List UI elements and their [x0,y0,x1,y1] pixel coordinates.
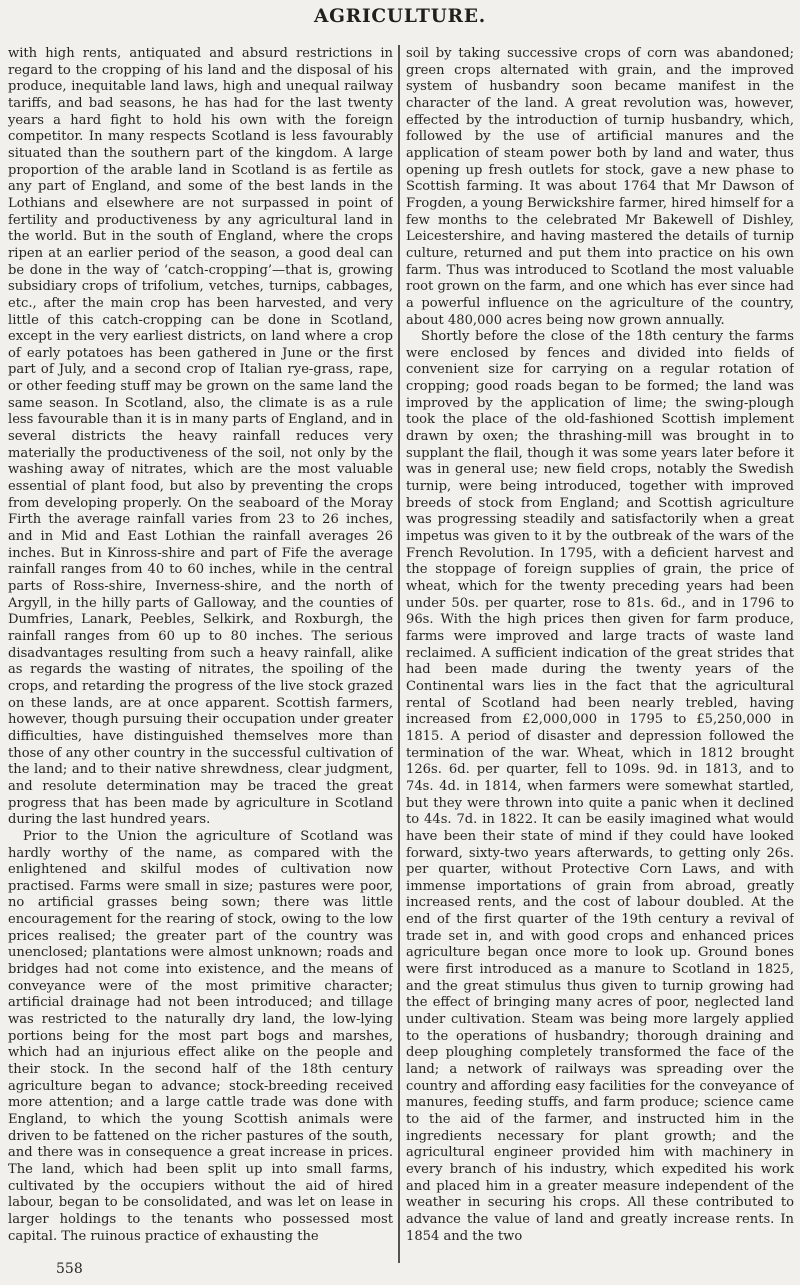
paragraph: Prior to the Union the agriculture of Scotland was hardly worthy of the name, as compared with the enlightened and skilful modes of cultivation now practised. Farms were small in size; pastures were poor, no artificial grasses being sown; there was little encouragement for the rearing of stock, owing to the low prices realised; the greater part of the country was unenclosed; plantations were almost unknown; roads and bridges had not come into existence, and the means of conveyance were of the most primitive character; artificial drainage had not been introduced; and tillage was restricted to the naturally dry land, the low-lying portions being for the most part bogs and marshes, which had an injurious effect alike on the people and their stock. In the second half of the 18th century agriculture began to advance; stock-breeding received more attention; and a large cattle trade was done with England, to which the young Scottish animals were driven to be fattened on the richer pastures of the south, and there was in consequence a great increase in prices. The land, which had been split up into small farms, cultivated by the occupiers without the aid of hired labour, began to be consolidated, and was let on lease in larger holdings to the tenants who possessed most capital. The ruinous practice of exhausting the [8,828,393,1244]
page-number: 558 [56,1261,83,1277]
page-title: AGRICULTURE. [314,6,486,27]
paragraph: Shortly before the close of the 18th century the farms were enclosed by fences and divided into fields of convenient size for carrying on a regular rotation of cropping; good roads began to be formed; the land was improved by the application of lime; the swing-plough took the place of the old-fashioned Scottish implement drawn by oxen; the thrashing-mill was brought in to supplant the flail, though it was some years later before it was in general use; new field crops, notably the Swedish turnip, were being introduced, together with improved breeds of stock from England; and Scottish agriculture was progressing steadily and satisfactorily when a great impetus was given to it by the outbreak of the wars of the French Revolution. In 1795, with a deficient harvest and the stoppage of foreign supplies of grain, the price of wheat, which for the twenty preceding years had been under 50s. per quarter, rose to 81s. 6d., and in 1796 to 96s. With the high prices then given for farm produce, farms were improved and large tracts of waste land reclaimed. A sufficient indication of the great strides that had been made during the twenty years of the Continental wars lies in the fact that the agricultural rental of Scotland had been nearly trebled, having increased from £2,000,000 in 1795 to £5,250,000 in 1815. A period of disaster and depression followed the termination of the war. Wheat, which in 1812 brought 126s. 6d. per quarter, fell to 109s. 9d. in 1813, and to 74s. 4d. in 1814, when farmers were somewhat startled, but they were thrown into quite a panic when it declined to 44s. 7d. in 1822. It can be easily imagined what would have been their state of mind if they could have looked forward, sixty-two years afterwards, to getting only 26s. per quarter, without Protective Corn Laws, and with immense importations of grain from abroad, greatly increased rents, and the cost of labour doubled. At the end of the first quarter of the 19th century a revival of trade set in, and with good crops and enhanced prices agriculture began once more to look up. Ground bones were first introduced as a manure to Scotland in 1825, and the great stimulus thus given to turnip growing had the effect of bringing many acres of poor, neglected land under cultivation. Steam was being more largely applied to the operations of husbandry; thorough draining and deep ploughing completely transformed the face of the land; a network of railways was spreading over the country and affording easy facilities for the conveyance of manures, feeding stuffs, and farm produce; science came to the aid of the farmer, and instructed him in the ingredients necessary for plant growth; and the agricultural engineer provided him with machinery in every branch of his industry, which expedited his work and placed him in a greater measure independent of the weather in securing his crops. All these contributed to advance the value of land and greatly increase rents. In 1854 and the two [406,329,794,1244]
paragraph: soil by taking successive crops of corn was abandoned; green crops alternated with grain, and the improved system of husbandry soon became manifest in the character of the land. A great revolution was, however, effected by the introduction of turnip husbandry, which, followed by the use of artificial manures and the application of steam power both by land and water, thus opening up fresh outlets for stock, gave a new phase to Scottish farming. It was about 1764 that Mr Dawson of Frogden, a young Berwickshire farmer, hired himself for a few months to the celebrated Mr Bakewell of Dishley, Leicestershire, and having mastered the details of turnip culture, returned and put them into practice on his own farm. Thus was introduced to Scotland the most valuable root grown on the farm, and one which has ever since had a powerful influence on the agriculture of the country, about 480,000 acres being now grown annually. [406,46,794,328]
left-column [8,46,393,1262]
column-divider-rule [398,45,400,1263]
paragraph: with high rents, antiquated and absurd restrictions in regard to the cropping of his land and the disposal of his produce, inequitable land laws, high and unequal railway tariffs, and bad seasons, he has had for the last twenty years a hard fight to hold his own with the foreign competitor. In many respects Scotland is less favourably situated than the southern part of the kingdom. A large proportion of the arable land in Scotland is as fertile as any part of England, and some of the best lands in the Lothians and elsewhere are not surpassed in point of fertility and productiveness by any agricultural land in the world. But in the south of England, where the crops ripen at an earlier period of the season, a good deal can be done in the way of ‘catch-cropping’—that is, growing subsidiary crops of trifolium, vetches, turnips, cabbages, etc., after the main crop has been harvested, and very little of this catch-cropping can be done in Scotland, except in the very earliest districts, on land where a crop of early potatoes has been gathered in June or the first part of July, and a second crop of Italian rye-grass, rape, or other feeding stuff may be grown on the same land the same season. In Scotland, also, the climate is as a rule less favourable than it is in many parts of England, and in several districts the heavy rainfall reduces very materially the productiveness of the soil, not only by the washing away of nitrates, which are the most valuable essential of plant food, but also by preventing the crops from developing properly. On the seaboard of the Moray Firth the average rainfall varies from 23 to 26 inches, and in Mid and East Lothian the rainfall averages 26 inches. But in Kinross-shire and part of Fife the average rainfall ranges from 40 to 60 inches, while in the central parts of Ross-shire, Inverness-shire, and the north of Argyll, in the hilly parts of Galloway, and the counties of Dumfries, Lanark, Peebles, Selkirk, and Roxburgh, the rainfall ranges from 60 up to 80 inches. The serious disadvantages resulting from such a heavy rainfall, alike as regards the wasting of nitrates, the spoiling of the crops, and retarding the progress of the live stock grazed on these lands, are at once apparent. Scottish farmers, however, though pursuing their occupation under greater difficulties, have distinguished themselves more than those of any other country in the successful cultivation of the land; and to their native shrewdness, clear judgment, and resolute determination may be traced the great progress that has been made by agriculture in Scotland during the last hundred years. [8,46,393,828]
right-column [406,46,794,1262]
